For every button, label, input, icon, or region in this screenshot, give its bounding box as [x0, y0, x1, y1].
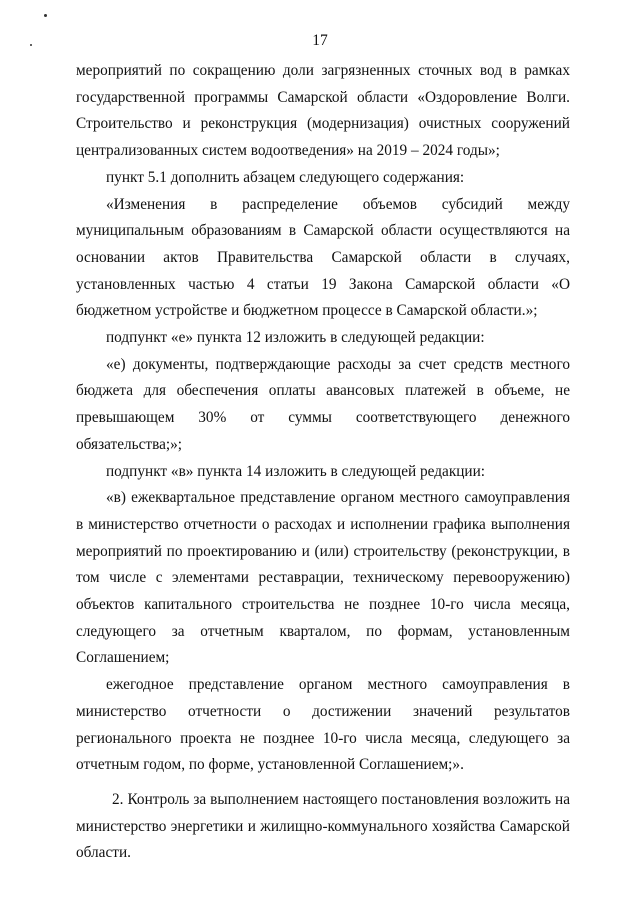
scan-speck — [44, 14, 47, 17]
paragraph-clause-5-1: пункт 5.1 дополнить абзацем следующего содержания: — [106, 168, 465, 186]
paragraph-annual-report: ежегодное представление органом местного самоуправления в министерство отчетности о достижении значений результатов регионального проекта не позднее 10-го числа месяца, следующего за отчетным годом, по форме, установленной Соглашением;». — [76, 676, 570, 774]
paragraph-control: 2. Контроль за выполнением настоящего постановления возложить на министерство энергетики и жилищно-коммунального хозяйства Самарской области. — [76, 790, 570, 862]
document-body — [76, 58, 570, 867]
paragraph-subsidy-changes: «Изменения в распределение объемов субсидий между муниципальным образованиям в Самарской области осуществляются на основании актов Правительства Самарской области в случаях, установленных частью 4 статьи 19 Закона Самарской области «О бюджетном устройстве и бюджетном процессе в Самарской области.»; — [76, 195, 570, 320]
page-number: 17 — [312, 32, 328, 49]
paragraph-continuation: мероприятий по сокращению доли загрязненных сточных вод в рамках государственной программы Самарской области «Оздоровление Волги. Строительство и реконструкция (модернизация) очистных сооружений централизованных систем водоотведения» на 2019 – 2024 годы»; — [76, 62, 570, 160]
paragraph-documents: «е) документы, подтверждающие расходы за счет средств местного бюджета для обеспечения оплаты авансовых платежей в объеме, не превышающем 30% от суммы соответствующего денежного обязательства;»; — [76, 355, 570, 453]
paragraph-subclause-v: подпункт «в» пункта 14 изложить в следующей редакции: — [106, 462, 486, 480]
paragraph-quarterly-report: «в) ежеквартальное представление органом местного самоуправления в министерство отчетности о расходах и исполнении графика выполнения мероприятий по проектированию и (или) строительству (реконструкции, в том числе с элементами реставрации, техническому перевооружению) объектов капитального строительства не позднее 10-го числа месяца, следующего за отчетным кварталом, по формам, установленным Соглашением; — [76, 489, 570, 667]
paragraph-subclause-e: подпункт «е» пункта 12 изложить в следующей редакции: — [106, 329, 485, 347]
